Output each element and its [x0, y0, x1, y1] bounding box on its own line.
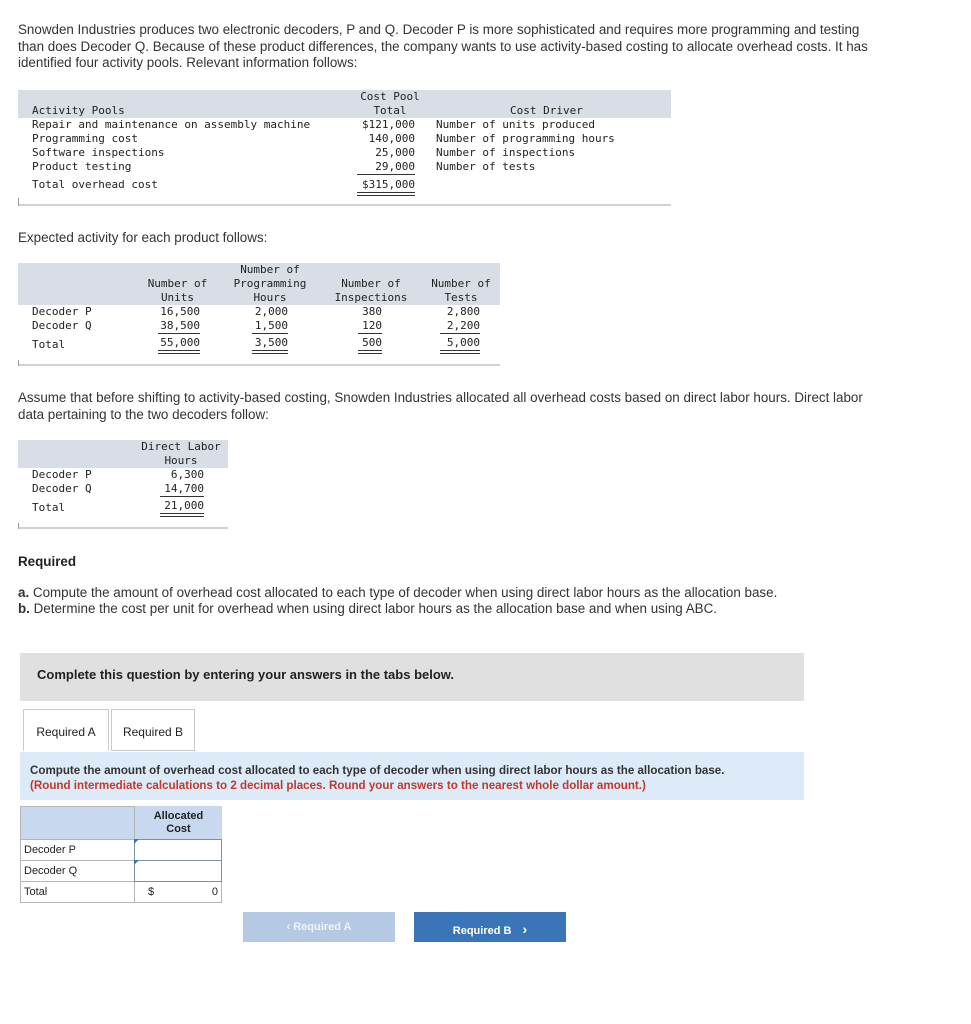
labor-row-name: Total — [32, 501, 66, 514]
pools-total-label: Total overhead cost — [32, 178, 158, 191]
activity-header-units: Units — [160, 291, 195, 304]
pool-name: Product testing — [32, 160, 132, 173]
pools-header-driver: Cost Driver — [510, 104, 583, 117]
required-b-label: b. — [18, 601, 30, 616]
pool-driver: Number of programming hours — [436, 132, 615, 145]
activity-header-units: Number of — [147, 277, 208, 290]
activity-prog: 1,500 — [254, 319, 288, 332]
pool-total: 25,000 — [375, 146, 415, 159]
decoder-q-allocated-input[interactable] — [134, 860, 222, 882]
pool-name: Programming cost — [32, 132, 138, 145]
activity-tests: 2,800 — [446, 305, 480, 318]
activity-row-name: Decoder Q — [32, 319, 92, 332]
double-underline — [160, 513, 204, 517]
table-corner — [18, 198, 19, 206]
required-a-text: Compute the amount of overhead cost allocated to each type of decoder when using direct labor hours as the allocation base. — [32, 585, 778, 600]
labor-hours: 6,300 — [170, 468, 204, 481]
activity-insp: 500 — [362, 336, 382, 349]
total-dollar-sign: $ — [148, 886, 155, 898]
required-b-text: Determine the cost per unit for overhead when using direct labor hours as the allocation base and when using ABC. — [33, 601, 717, 616]
problem-intro: Snowden Industries produces two electronic decoders, P and Q. Decoder P is more sophisticated and requires more programming and testing than does Decoder Q. Because of these product differences, the company wants to use activity-based costing to allocate overhead costs. It has identified four activity pools. Relevant information follows: — [18, 22, 868, 70]
pool-total: 140,000 — [368, 132, 415, 145]
activity-units: 55,000 — [160, 336, 200, 349]
required-heading: Required — [18, 554, 77, 569]
underline — [358, 333, 382, 334]
pool-driver: Number of inspections — [436, 146, 576, 159]
double-underline — [252, 350, 288, 354]
activity-tests: 2,200 — [446, 319, 480, 332]
expected-activity-label: Expected activity for each product follows: — [18, 230, 268, 245]
pool-total: $121,000 — [362, 118, 415, 131]
table-bottom-rule — [18, 364, 500, 366]
pool-driver: Number of tests — [436, 160, 536, 173]
double-underline — [158, 350, 200, 354]
tab-required-b[interactable]: Required B — [111, 709, 195, 751]
activity-insp: 380 — [362, 305, 382, 318]
pools-header-total-2: Total — [373, 104, 407, 117]
required-a-label: a. — [18, 585, 30, 600]
labor-hours: 21,000 — [164, 499, 204, 512]
chevron-left-icon: ‹ — [286, 921, 291, 933]
labor-row-name: Decoder P — [32, 468, 92, 481]
pools-total-value: $315,000 — [362, 178, 415, 191]
table-bottom-rule — [18, 204, 671, 206]
answer-row-label: Decoder Q — [24, 865, 78, 877]
activity-prog: 2,000 — [254, 305, 288, 318]
answer-header-2: Cost — [166, 823, 191, 835]
total-value: 0 — [211, 886, 218, 898]
input-marker — [134, 860, 139, 865]
table-corner — [18, 523, 19, 529]
instruction-text: Compute the amount of overhead cost allocated to each type of decoder when using direct labor hours as the allocation base. — [30, 764, 725, 777]
labor-header-1: Direct Labor — [141, 440, 221, 453]
labor-row-name: Decoder Q — [32, 482, 92, 495]
activity-header-prog: Programming — [233, 277, 307, 290]
required-b — [18, 601, 918, 618]
chevron-right-icon: › — [522, 921, 528, 937]
answer-header-allocated — [134, 806, 222, 840]
decoder-p-allocated-input[interactable] — [134, 839, 222, 861]
instruction-note: (Round intermediate calculations to 2 decimal places. Round your answers to the nearest whole dollar amount.) — [30, 779, 646, 792]
underline — [160, 496, 204, 497]
answer-table — [20, 806, 222, 902]
answer-row-label: Decoder P — [24, 844, 76, 856]
prev-label: Required A — [293, 921, 352, 933]
required-a — [18, 585, 918, 602]
prev-required-a-button[interactable] — [243, 912, 395, 942]
activity-units: 38,500 — [160, 319, 200, 332]
assume-text: Assume that before shifting to activity-based costing, Snowden Industries allocated all overhead costs based on direct labor hours. Direct labor data pertaining to the two decoders follow: — [18, 390, 863, 422]
activity-row-name: Decoder P — [32, 305, 92, 318]
pool-name: Software inspections — [32, 146, 165, 159]
activity-insp: 120 — [362, 319, 382, 332]
activity-tests: 5,000 — [446, 336, 480, 349]
activity-header-insp: Inspections — [334, 291, 408, 304]
double-underline — [440, 350, 480, 354]
activity-units: 16,500 — [160, 305, 200, 318]
activity-header-prog: Number of — [240, 263, 300, 276]
pool-driver: Number of units produced — [436, 118, 595, 131]
table-bottom-rule — [18, 527, 228, 529]
complete-text: Complete this question by entering your answers in the tabs below. — [37, 667, 455, 682]
pool-total: 29,000 — [375, 160, 415, 173]
activity-prog: 3,500 — [254, 336, 288, 349]
labor-header-2: Hours — [164, 454, 198, 467]
underline — [158, 333, 200, 334]
activity-header-prog: Hours — [253, 291, 287, 304]
pools-header-total-1: Cost Pool — [360, 90, 420, 103]
activity-row-name: Total — [32, 338, 66, 351]
double-underline — [358, 350, 382, 354]
answer-header-1: Allocated — [153, 810, 204, 822]
underline — [440, 333, 480, 334]
complete-banner — [20, 653, 804, 701]
pools-header-activity: Activity Pools — [32, 104, 125, 117]
activity-header-tests: Number of — [431, 277, 491, 290]
next-required-b-button[interactable] — [414, 912, 566, 942]
instruction-panel — [20, 752, 804, 800]
activity-header-insp: Number of — [341, 277, 401, 290]
pool-name: Repair and maintenance on assembly machine — [32, 118, 311, 131]
double-underline — [357, 192, 415, 196]
input-marker — [134, 839, 139, 844]
table-corner — [18, 360, 19, 366]
activity-header-tests: Tests — [444, 291, 478, 304]
next-label: Required B — [452, 925, 512, 937]
labor-hours: 14,700 — [164, 482, 204, 495]
tab-required-a[interactable]: Required A — [23, 709, 109, 751]
underline — [357, 174, 415, 175]
answer-row-label: Total — [24, 886, 48, 898]
underline — [252, 333, 288, 334]
